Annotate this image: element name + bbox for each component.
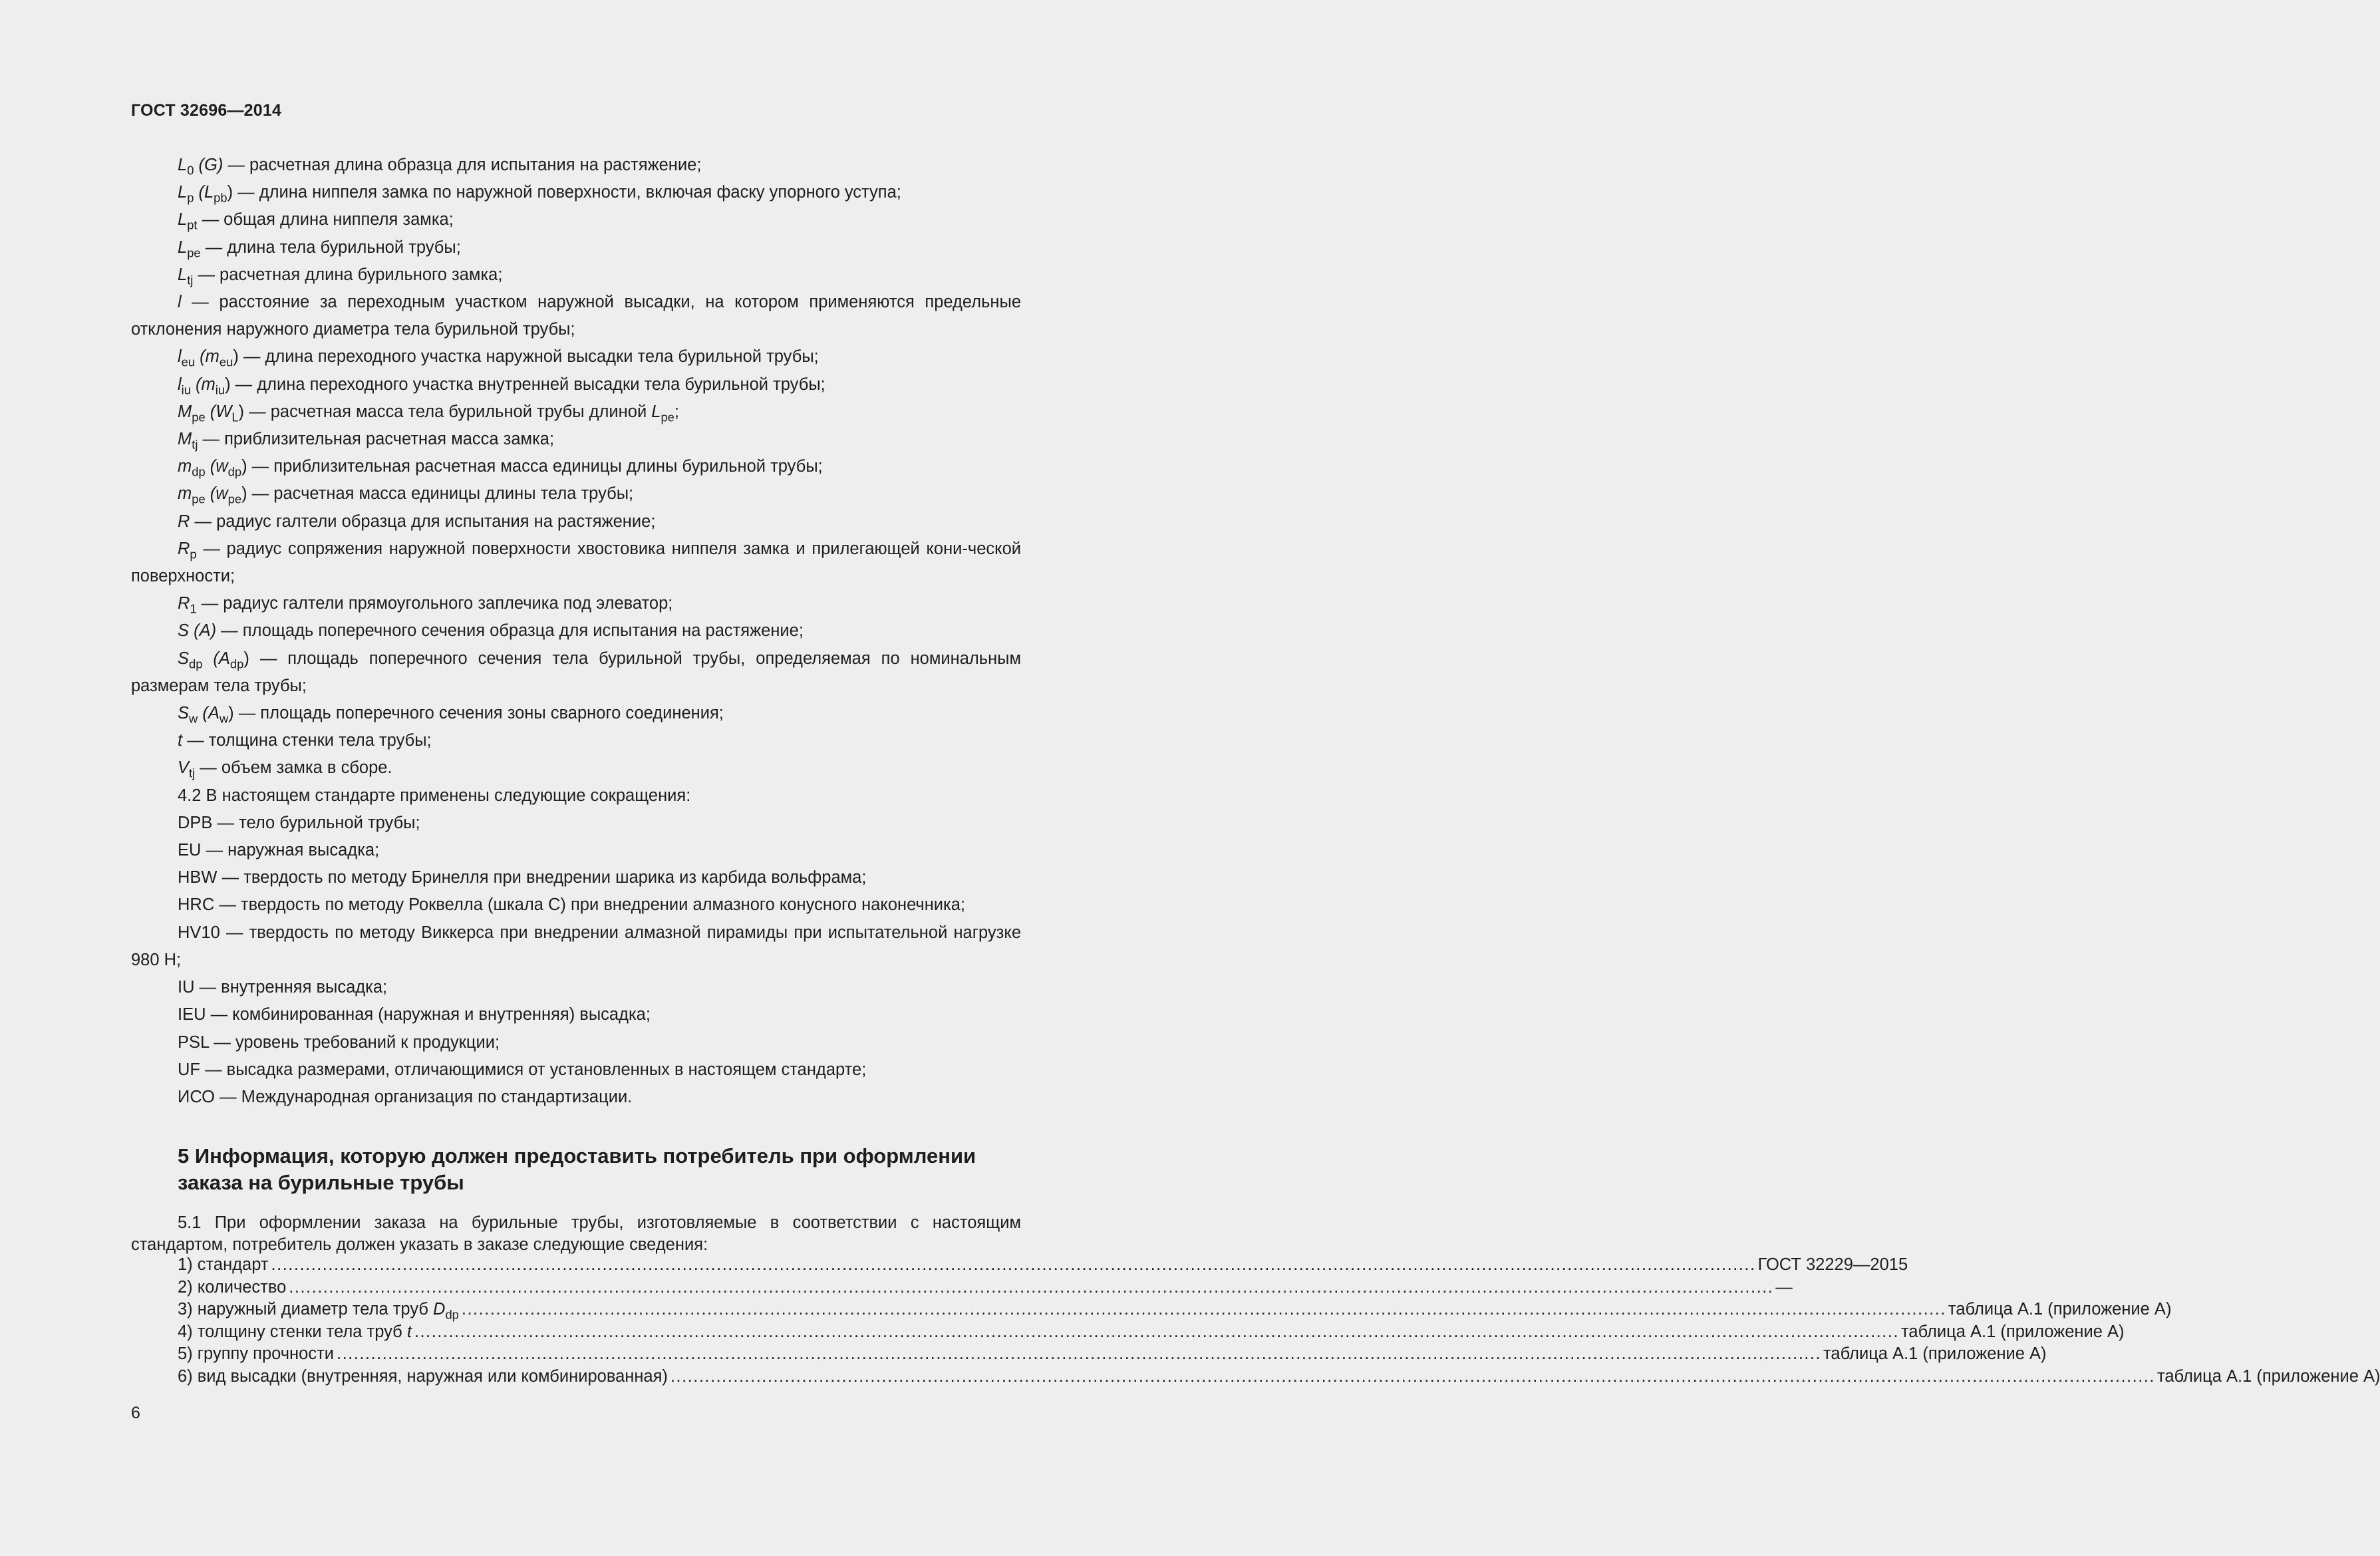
definition-text: — радиус галтели прямоугольного заплечика под элеватор; (196, 594, 673, 613)
definition-symbol: R (178, 512, 190, 531)
leader-dots: .................................................................................................................................................................................................................................................................... (670, 1366, 2155, 1386)
order-item-symbol: D (433, 1300, 446, 1319)
definition-item (131, 261, 1021, 289)
definition-item (131, 234, 1021, 261)
abbreviation-item: HRC — твердость по методу Роквелла (шкала С) при внедрении алмазного конусного наконечника; (178, 895, 966, 915)
definition-alt-subscript: L (231, 410, 239, 424)
definition-alt-subscript: w (219, 711, 229, 726)
page-number: 6 (131, 1404, 140, 1422)
definition-subscript: eu (181, 355, 196, 369)
definition-symbol: l (178, 375, 182, 394)
definition-text: — расчетная масса единицы длины тела трубы; (247, 484, 634, 504)
definition-alt-subscript: pe (227, 492, 242, 506)
definition-subscript: pe (192, 492, 206, 506)
definition-alt-symbol: (m (195, 347, 220, 367)
definition-alt-subscript: pb (214, 190, 227, 205)
definition-symbol: m (178, 457, 192, 476)
definition-subscript: p (190, 547, 197, 561)
abbreviation-item: UF — высадка размерами, отличающимися от установленных в настоящем стандарте; (178, 1060, 867, 1079)
definition-tail-symbol: L (651, 402, 661, 421)
definition-subscript: tj (187, 273, 194, 287)
order-item-value: таблица А.1 (приложение А) (1823, 1344, 2047, 1363)
definition-alt-close: ) (243, 649, 249, 668)
definition-symbol: S (178, 649, 190, 668)
definition-symbol: m (178, 484, 192, 504)
definition-subscript: w (189, 711, 198, 726)
definition-symbol: V (178, 758, 190, 778)
order-item (178, 1322, 2125, 1345)
definition-text: — расчетная масса тела бурильной трубы длиной (244, 402, 652, 421)
definition-text: — расстояние за переходным участком наружной высадки, на котором применяются предельные отклонения наружного диаметра тела бурильной трубы; (131, 293, 1021, 339)
definition-alt-subscript: iu (215, 383, 225, 397)
definition-alt-symbol: (A (202, 649, 230, 668)
definition-alt-close: ) (233, 347, 239, 367)
definition-symbol: l (178, 347, 182, 367)
definition-symbol: L (178, 183, 188, 202)
definition-text: — площадь поперечного сечения образца для испытания на растяжение; (216, 621, 804, 641)
definition-subscript: pt (187, 218, 198, 232)
order-item-label-text: 5) группу прочности (178, 1344, 334, 1363)
abbreviations-intro: 4.2 В настоящем стандарте применены следующие сокращения: (178, 786, 691, 805)
definition-subscript: dp (189, 657, 203, 671)
section-5-intro: 5.1 При оформлении заказа на бурильные трубы, изготовляемые в соответствии с настоящим стандартом, потребитель должен указать в заказе следующие сведения: (131, 1213, 1021, 1254)
definition-symbol: L (178, 237, 188, 257)
definition-text: — длина ниппеля замка по наружной поверхности, включая фаску упорного уступа; (233, 183, 901, 202)
leader-dots: .................................................................................................................................................................................................................................................................... (289, 1277, 1774, 1297)
section-5-title: 5 Информация, которую должен предоставить потребитель при оформлении заказа на бурильные трубы (178, 1144, 976, 1194)
order-item (178, 1344, 2047, 1367)
order-item-label-text: 2) количество (178, 1277, 287, 1297)
definition-text: — толщина стенки тела трубы; (182, 731, 432, 750)
order-item-label-text: 4) толщину стенки тела труб (178, 1322, 407, 1341)
definition-item (131, 480, 1021, 508)
definitions-block (131, 152, 1021, 1111)
definition-text: — общая длина ниппеля замка; (197, 210, 454, 230)
definition-subscript: pe (192, 410, 206, 424)
definition-text: — приблизительная расчетная масса единицы длины бурильной трубы; (247, 457, 823, 476)
order-item-value: таблица А.1 (приложение А) (2157, 1366, 2380, 1386)
definition-alt-symbol: (w (205, 484, 228, 504)
definition-alt-subscript: eu (219, 355, 233, 369)
definition-item (131, 508, 1021, 536)
definition-item (131, 727, 1021, 754)
definition-alt-symbol: (L (194, 183, 214, 202)
definition-alt-symbol: (w (205, 457, 228, 476)
definition-item (131, 206, 1021, 233)
definition-text: — длина переходного участка наружной высадки тела бурильной трубы; (238, 347, 819, 367)
order-item-label (178, 1300, 459, 1322)
definition-symbol: S (178, 704, 190, 723)
order-item (178, 1300, 2172, 1323)
order-item-label (178, 1367, 668, 1386)
abbreviation-item: HV10 — твердость по методу Виккерса при внедрении алмазной пирамиды при испытательной нагрузке 980 Н; (131, 923, 1021, 969)
definition-subscript: dp (192, 464, 206, 479)
definition-subscript: tj (192, 437, 198, 452)
order-item-label-text: 1) стандарт (178, 1255, 269, 1274)
order-item-label (178, 1344, 334, 1364)
definition-symbol: L (178, 265, 188, 284)
definition-alt-symbol: (m (190, 375, 216, 394)
definition-alt-close: ) (227, 183, 233, 202)
leader-dots: .................................................................................................................................................................................................................................................................... (337, 1344, 1822, 1363)
definition-symbol: L (178, 210, 188, 230)
order-item (178, 1277, 1793, 1301)
definition-text: — радиус сопряжения наружной поверхности хвостовика ниппеля замка и прилегающей кони-ческой поверхности; (131, 539, 1021, 586)
abbreviation-item: IEU — комбинированная (наружная и внутренняя) высадка; (178, 1005, 651, 1024)
order-item-label-text: 6) вид высадки (внутренняя, наружная или комбинированная) (178, 1366, 668, 1386)
definition-text: — площадь поперечного сечения тела бурильной трубы, определяемая по номинальным размерам тела трубы; (131, 649, 1022, 695)
definition-item (131, 179, 1021, 206)
definition-item (131, 590, 1021, 617)
definition-text: — длина тела бурильной трубы; (200, 237, 461, 257)
definition-tail: ; (674, 402, 679, 421)
definition-symbol: S (178, 621, 190, 641)
order-item-label (178, 1255, 269, 1275)
definition-subscript: tj (189, 766, 196, 780)
definition-item (131, 426, 1021, 453)
order-info-list (178, 1255, 2380, 1389)
definition-subscript: pe (187, 245, 201, 260)
definition-alt-symbol: (A (198, 704, 220, 723)
leader-dots: .................................................................................................................................................................................................................................................................... (271, 1255, 1756, 1274)
definition-item (131, 617, 1021, 645)
order-item-value: таблица А.1 (приложение А) (1948, 1300, 2172, 1319)
definition-alt-close: ) (238, 402, 245, 421)
definition-item (131, 398, 1021, 426)
order-item-value: — (1775, 1277, 1793, 1297)
leader-dots: .................................................................................................................................................................................................................................................................... (414, 1322, 1899, 1341)
definition-text: — площадь поперечного сечения зоны сварного соединения; (233, 704, 724, 723)
abbreviation-item: IU — внутренняя высадка; (178, 978, 388, 997)
definition-symbol: M (178, 430, 192, 449)
definition-text: — радиус галтели образца для испытания на растяжение; (190, 512, 656, 531)
definition-subscript: 0 (187, 163, 194, 178)
definition-item (131, 645, 1021, 700)
abbreviation-item: PSL — уровень требований к продукции; (178, 1032, 500, 1052)
definitions-list (131, 152, 1021, 782)
definition-item (131, 343, 1021, 371)
definition-symbol: M (178, 402, 192, 421)
abbreviation-item: HBW — твердость по методу Бринелля при внедрении шарика из карбида вольфрама; (178, 868, 867, 887)
definition-symbol: t (178, 731, 183, 750)
definition-subscript: iu (181, 383, 191, 397)
definition-alt-symbol: (G) (194, 156, 223, 174)
definition-item (131, 453, 1021, 480)
definition-subscript: 1 (190, 601, 197, 616)
definition-symbol: l (178, 293, 182, 312)
abbreviations-list (131, 810, 1021, 1111)
definition-item (131, 152, 1021, 179)
definition-item (131, 700, 1021, 727)
definition-alt-close: ) (228, 704, 234, 723)
definition-text: — длина переходного участка внутренней высадки тела бурильной трубы; (230, 375, 825, 394)
order-item-value: таблица А.1 (приложение А) (1901, 1322, 2125, 1341)
order-item-value: ГОСТ 32229—2015 (1757, 1255, 1908, 1274)
definition-alt-symbol: (W (205, 402, 232, 421)
definition-item (131, 754, 1021, 782)
definition-item (131, 536, 1021, 590)
definition-item (131, 289, 1021, 343)
order-item-label-text: 3) наружный диаметр тела труб (178, 1300, 434, 1319)
order-item (178, 1255, 1908, 1278)
abbreviation-item: EU — наружная высадка; (178, 841, 380, 860)
definition-alt-subscript: dp (227, 464, 242, 479)
abbreviation-item: ИСО — Международная организация по стандартизации. (178, 1087, 633, 1106)
order-item-subscript: dp (445, 1307, 459, 1322)
definition-text: — объем замка в сборе. (195, 758, 392, 778)
section-5-intro-block (131, 1212, 1021, 1256)
order-item (178, 1366, 2380, 1390)
definition-text: — приблизительная расчетная масса замка; (198, 430, 555, 449)
definition-symbol: R (178, 594, 190, 613)
definition-alt-close: ) (241, 457, 247, 476)
definition-alt-symbol: (A) (189, 621, 217, 641)
standard-code-header: ГОСТ 32696—2014 (131, 101, 282, 120)
definition-symbol: R (178, 539, 190, 558)
definition-subscript: p (187, 190, 194, 205)
definition-tail-subscript: pe (661, 410, 674, 424)
definition-alt-close: ) (241, 484, 247, 504)
definition-text: — расчетная длина образца для испытания на растяжение; (223, 156, 702, 174)
definition-symbol: L (178, 156, 188, 174)
order-item-symbol: t (406, 1322, 412, 1341)
order-item-label (178, 1278, 286, 1297)
definition-alt-close: ) (225, 375, 231, 394)
leader-dots: .................................................................................................................................................................................................................................................................... (461, 1300, 1946, 1319)
abbreviation-item: DPB — тело бурильной трубы; (178, 813, 420, 832)
order-item-label (178, 1323, 412, 1342)
definition-alt-subscript: dp (229, 657, 244, 671)
definition-item (131, 371, 1021, 398)
definition-text: — расчетная длина бурильного замка; (193, 265, 503, 284)
